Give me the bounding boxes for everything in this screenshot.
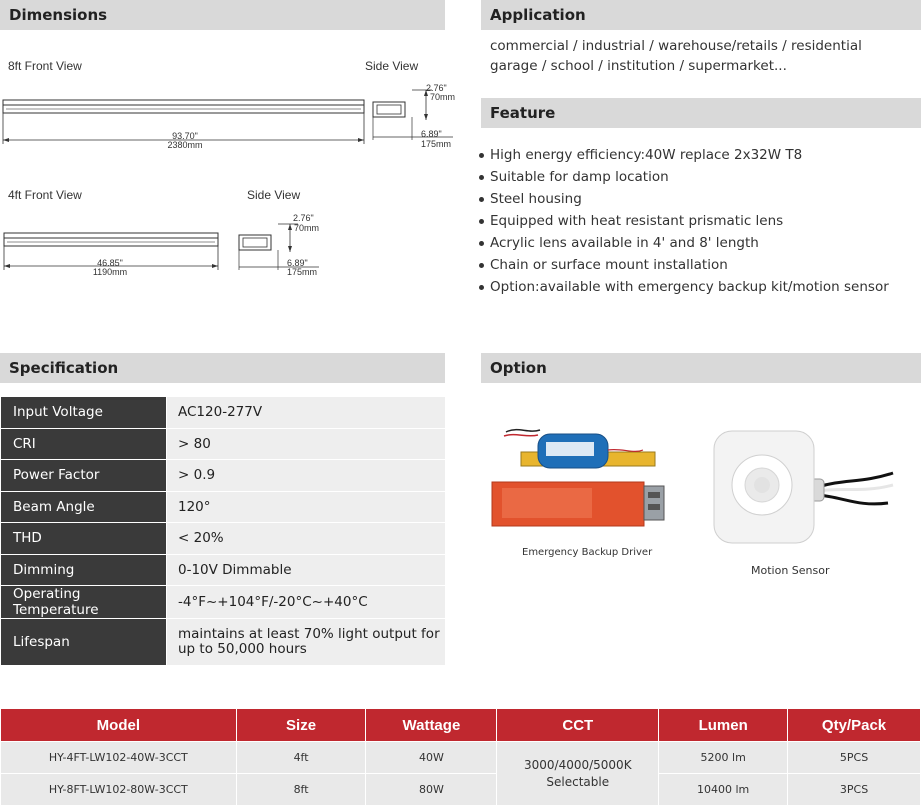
table-row xyxy=(1,742,921,774)
cell-lumen: 5200 lm xyxy=(659,742,788,774)
dimensions-title: Dimensions xyxy=(9,6,108,24)
feature-item: Steel housing xyxy=(477,188,917,210)
header-qty: Qty/Pack xyxy=(788,709,921,742)
cell-model: HY-8FT-LW102-80W-3CCT xyxy=(1,774,237,806)
spec-value: AC120-277V xyxy=(167,397,446,429)
front-view-4ft-label: 4ft Front View xyxy=(8,188,82,202)
feature-item: High energy efficiency:40W replace 2x32W T8 xyxy=(477,144,917,166)
spec-row xyxy=(1,586,446,619)
height-8ft-in: 2.76" xyxy=(426,83,447,93)
feature-title: Feature xyxy=(490,104,556,122)
spec-key: THD xyxy=(1,523,167,555)
spec-row xyxy=(1,554,446,586)
spec-value: < 20% xyxy=(167,523,446,555)
front-view-8ft-label: 8ft Front View xyxy=(8,59,82,73)
length-4ft-mm: 1190mm xyxy=(92,267,128,277)
header-lumen: Lumen xyxy=(659,709,788,742)
spec-row xyxy=(1,428,446,460)
cct-line-1: 3000/4000/5000K xyxy=(523,757,632,772)
application-title: Application xyxy=(490,6,586,24)
specification-header xyxy=(0,353,445,383)
feature-list xyxy=(477,144,917,298)
length-8ft-mm: 2380mm xyxy=(167,140,203,150)
spec-value: maintains at least 70% light output for up to 50,000 hours xyxy=(167,619,446,666)
cell-qty: 3PCS xyxy=(788,774,921,806)
spec-value: > 0.9 xyxy=(167,460,446,492)
cell-wattage: 40W xyxy=(366,742,497,774)
specification-table xyxy=(0,396,446,666)
spec-row xyxy=(1,619,446,666)
sensor-caption: Motion Sensor xyxy=(751,564,830,577)
width-8ft-in: 6.89" xyxy=(421,129,442,139)
feature-item: Equipped with heat resistant prismatic lens xyxy=(477,210,917,232)
option-header xyxy=(481,353,921,383)
spec-key: Input Voltage xyxy=(1,397,167,429)
option-title: Option xyxy=(490,359,547,377)
spec-value: 0-10V Dimmable xyxy=(167,554,446,586)
feature-item: Acrylic lens available in 4' and 8' length xyxy=(477,232,917,254)
header-cct: CCT xyxy=(497,709,659,742)
spec-key: Operating Temperature xyxy=(1,586,167,619)
spec-key: CRI xyxy=(1,428,167,460)
model-table-header-row xyxy=(1,709,921,742)
length-8ft-in: 93.70" xyxy=(172,131,198,141)
height-4ft-in: 2.76" xyxy=(293,213,314,223)
cell-model: HY-4FT-LW102-40W-3CCT xyxy=(1,742,237,774)
feature-header xyxy=(481,98,921,128)
cell-size: 8ft xyxy=(236,774,366,806)
width-8ft-mm: 175mm xyxy=(421,139,452,149)
height-8ft-mm: 70mm xyxy=(430,92,456,102)
header-size: Size xyxy=(236,709,366,742)
motion-sensor-image xyxy=(708,425,898,555)
spec-value: > 80 xyxy=(167,428,446,460)
cell-cct xyxy=(497,742,659,806)
model-table xyxy=(0,708,921,806)
length-4ft-in: 46.85" xyxy=(97,258,123,268)
spec-row xyxy=(1,491,446,523)
cell-wattage: 80W xyxy=(366,774,497,806)
feature-item: Suitable for damp location xyxy=(477,166,917,188)
specification-title: Specification xyxy=(9,359,119,377)
spec-key: Beam Angle xyxy=(1,491,167,523)
header-model: Model xyxy=(1,709,237,742)
width-4ft-in: 6.89" xyxy=(287,258,308,268)
spec-key: Power Factor xyxy=(1,460,167,492)
spec-value: -4°F~+104°F/-20°C~+40°C xyxy=(167,586,446,619)
cct-line-2: Selectable xyxy=(546,774,610,789)
width-4ft-mm: 175mm xyxy=(287,267,318,277)
emergency-driver-image xyxy=(488,420,672,538)
side-view-8ft-label: Side View xyxy=(365,59,419,73)
cell-lumen: 10400 lm xyxy=(659,774,788,806)
cell-qty: 5PCS xyxy=(788,742,921,774)
spec-row xyxy=(1,397,446,429)
emergency-caption: Emergency Backup Driver xyxy=(522,547,653,558)
spec-row xyxy=(1,460,446,492)
feature-item: Option:available with emergency backup kit/motion sensor xyxy=(477,276,917,298)
side-view-4ft-label: Side View xyxy=(247,188,301,202)
feature-item: Chain or surface mount installation xyxy=(477,254,917,276)
height-4ft-mm: 70mm xyxy=(294,223,320,233)
spec-value: 120° xyxy=(167,491,446,523)
spec-key: Lifespan xyxy=(1,619,167,666)
dimensions-header xyxy=(0,0,445,30)
header-wattage: Wattage xyxy=(366,709,497,742)
table-row xyxy=(1,774,921,806)
spec-key: Dimming xyxy=(1,554,167,586)
application-header xyxy=(481,0,921,30)
spec-row xyxy=(1,523,446,555)
application-text: commercial / industrial / warehouse/retails / residential garage / school / institution / supermarket... xyxy=(490,38,862,74)
cell-size: 4ft xyxy=(236,742,366,774)
